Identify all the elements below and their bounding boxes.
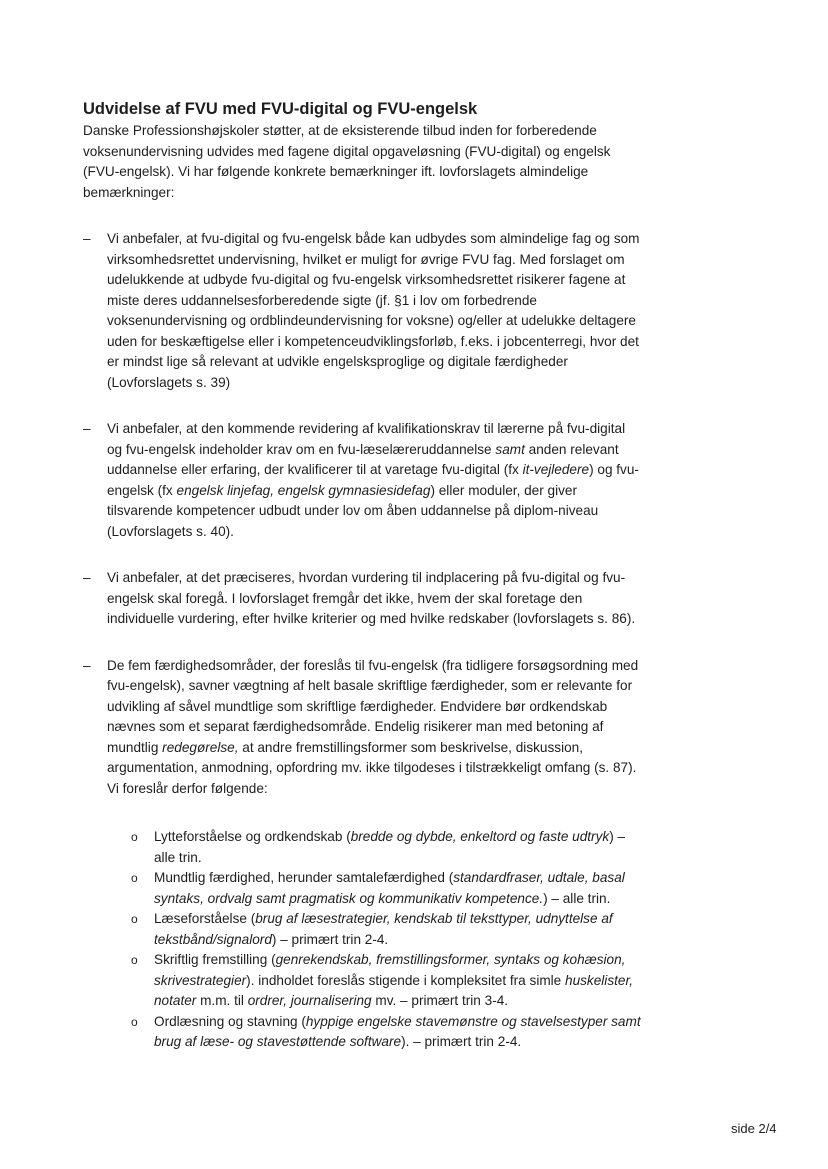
- recommendation-list: [83, 229, 643, 1053]
- skill-area-item: o Mundtlig færdighed, herunder samtalefærdighed (standardfraser, udtale, basal syntaks, ordvalg samt pragmatisk og kommunikativ kompetence.) – alle trin.: [131, 870, 625, 906]
- list-item-text: Vi anbefaler, at det præciseres, hvordan vurdering til indplacering på fvu-digital og fvu-engelsk skal foregå. I lovforslaget fremgår det ikke, hvem der skal foretage den individuelle vurdering, efter hvilke kriterier og med hvilke redskaber (lovforslagets s. 86).: [107, 570, 636, 626]
- list-item-text: De fem færdighedsområder, der foreslås til fvu-engelsk (fra tidligere forsøgsordning med fvu-engelsk), savner vægtning af helt basale skriftlige færdigheder, som er relevante for udvikling af såvel mundtlige som skriftlige færdigheder. Endvidere bør ordkendskab nævnes som et separat færdighedsområde. Endelig risikerer man med betoning af mundtlig redegørelse, at andre fremstillingsformer som beskrivelse, diskussion, argumentation, anmodning, opfordring mv. ikke tilgodeses i tilstrækkeligt omfang (s. 87). Vi foreslår derfor følgende:: [107, 657, 639, 796]
- dash-marker: –: [83, 421, 91, 436]
- page-content: [83, 98, 643, 1053]
- circle-bullet-icon: o: [131, 871, 138, 885]
- list-item: [83, 419, 643, 542]
- circle-bullet-icon: o: [131, 912, 138, 926]
- skill-area-item: o Skriftlig fremstilling (genrekendskab, fremstillingsformer, syntaks og kohæsion, skrivestrategier). indholdet foreslås stigende i kompleksitet fra simle huskelister, notater m.m. til ordrer, journalisering mv. – primært trin 3-4.: [131, 952, 634, 1008]
- list-item: [83, 568, 643, 630]
- list-item: [83, 229, 643, 393]
- page-number: side 2/4: [731, 1121, 777, 1136]
- skill-area-item: o Ordlæsning og stavning (hyppige engelske stavemønstre og stavelsestyper samt brug af læse- og stavestøttende software). – primært trin 2-4.: [131, 1013, 641, 1049]
- dash-marker: –: [83, 657, 91, 673]
- skill-area-item: o Lytteforståelse og ordkendskab (bredde og dybde, enkeltord og faste udtryk) – alle trin.: [131, 829, 626, 865]
- circle-bullet-icon: o: [131, 830, 138, 844]
- skill-areas-list: [107, 827, 643, 1053]
- dash-marker: –: [83, 570, 91, 585]
- section-title: Udvidelse af FVU med FVU-digital og FVU-engelsk: [83, 100, 478, 118]
- list-item-text: Vi anbefaler, at fvu-digital og fvu-engelsk både kan udbydes som almindelige fag og som virksomhedsrettet undervisning, hvilket er muligt for øvrige FVU fag. Med forslaget om udelukkende at udbyde fvu-digital og fvu-engelsk virksomhedsrettet risikerer fagene at miste deres uddannelsesforberedende sigte (jf. §1 i lov om forbedrende voksenundervisning og ordblindeundervisning for voksne) og/eller at udelukke deltagere uden for beskæftigelse eller i kompetenceudviklingsforløb, f.eks. i jobcenterregi, hvor det er mindst lige så relevant at udvikle engelsksproglige og digitale færdigheder (Lovforslagets s. 39): [107, 231, 640, 390]
- intro-paragraph: Danske Professionshøjskoler støtter, at de eksisterende tilbud inden for forberedende voksenundervisning udvides med fagene digital opgaveløsning (FVU-digital) og engelsk (FVU-engelsk). Vi har følgende konkrete bemærkninger ift. lovforslagets almindelige bemærkninger:: [83, 123, 611, 200]
- circle-bullet-icon: o: [131, 1014, 138, 1029]
- list-item: [83, 656, 643, 1053]
- list-item-text: Vi anbefaler, at den kommende revidering af kvalifikationskrav til lærerne på fvu-digital og fvu-engelsk indeholder krav om en fvu-læselæreruddannelse samt anden relevant uddannelse eller erfaring, der kvalificerer til at varetage fvu-digital (fx it-vejledere) og fvu-engelsk (fx engelsk linjefag, engelsk gymnasiesidefag) eller moduler, der giver tilsvarende kompetencer udbudt under lov om åben uddannelse på diplom-niveau (Lovforslagets s. 40).: [107, 421, 639, 539]
- dash-marker: –: [83, 231, 91, 246]
- skill-area-item: o Læseforståelse (brug af læsestrategier, kendskab til teksttyper, udnyttelse af tekstbånd/signalord) – primært trin 2-4.: [131, 911, 613, 947]
- circle-bullet-icon: o: [131, 953, 138, 967]
